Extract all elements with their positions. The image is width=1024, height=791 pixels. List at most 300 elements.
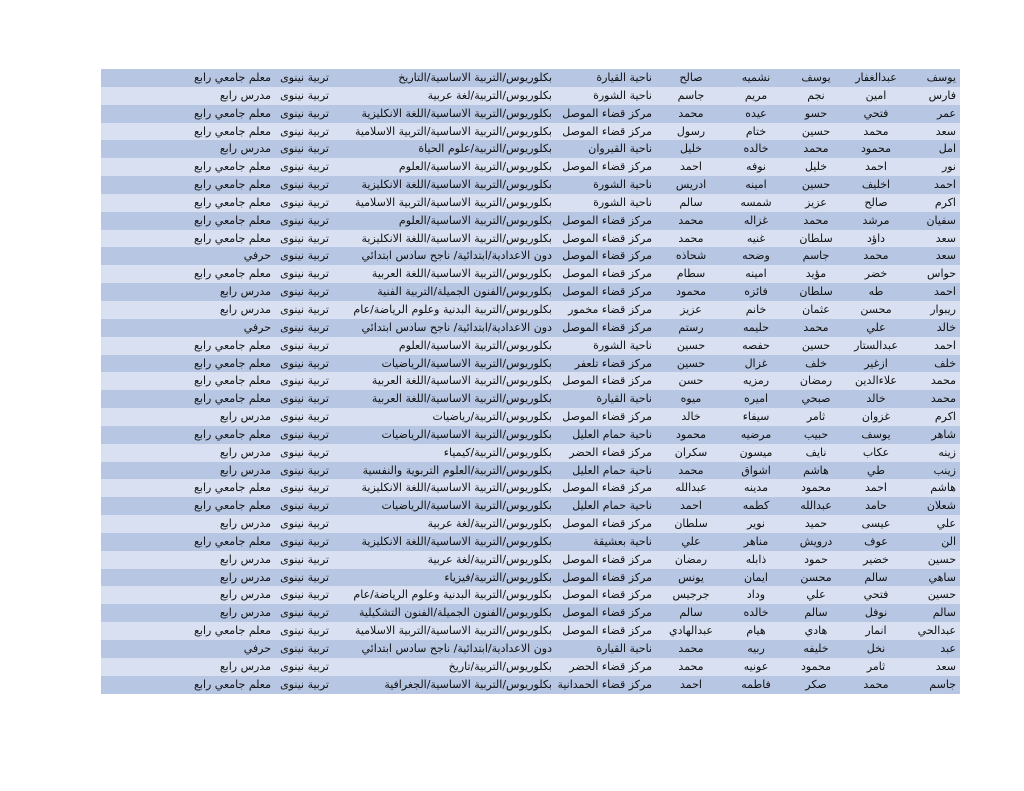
table-row bbox=[101, 337, 960, 355]
directorate-cell: تربية نينوى bbox=[280, 624, 329, 638]
qualification-cell: بكلوريوس/التربية الاساسية/اللغة الانكليزية bbox=[361, 481, 552, 495]
first-name-cell: ساهي bbox=[928, 570, 956, 584]
father-name-cell: نوفل bbox=[864, 606, 888, 620]
first-name-cell: شعلان bbox=[926, 499, 956, 513]
grandfather-name-cell: حسين bbox=[801, 124, 831, 138]
mother-name-cell: ذابله bbox=[745, 552, 767, 566]
job-title-cell: مدرس رابع bbox=[219, 606, 271, 620]
mother-name-cell: هيام bbox=[746, 624, 766, 638]
mother-name-cell: عيده bbox=[745, 106, 767, 120]
father-name-cell: امين bbox=[865, 88, 887, 102]
location-cell: مركز قضاء الموصل bbox=[562, 231, 652, 245]
job-title-cell: معلم جامعي رابع bbox=[194, 392, 271, 406]
grandfather-name-cell: صبحي bbox=[801, 392, 831, 406]
mother-father-name-cell: محمد bbox=[678, 463, 704, 477]
table-row bbox=[101, 69, 960, 87]
father-name-cell: صالح bbox=[864, 195, 888, 209]
mother-father-name-cell: سالم bbox=[679, 195, 703, 209]
location-cell: ناحية الشورة bbox=[593, 178, 652, 192]
job-title-cell: معلم جامعي رابع bbox=[194, 481, 271, 495]
father-name-cell: خضر bbox=[864, 267, 888, 281]
father-name-cell: محمود bbox=[861, 142, 891, 156]
location-cell: مركز قضاء الموصل bbox=[562, 517, 652, 531]
job-title-cell: معلم جامعي رابع bbox=[194, 71, 271, 84]
location-cell: مركز قضاء الموصل bbox=[562, 320, 652, 334]
qualification-cell: بكلوريوس/التربية/فيزياء bbox=[444, 570, 552, 584]
job-title-cell: معلم جامعي رابع bbox=[194, 213, 271, 227]
qualification-cell: بكلوريوس/التربية/كيمياء bbox=[443, 445, 552, 459]
mother-name-cell: ربيه bbox=[747, 642, 765, 655]
table-row bbox=[101, 123, 960, 141]
table-row bbox=[101, 640, 960, 658]
directorate-cell: تربية نينوى bbox=[280, 302, 329, 316]
job-title-cell: مدرس رابع bbox=[219, 517, 271, 531]
mother-father-name-cell: سالم bbox=[679, 606, 703, 620]
grandfather-name-cell: حسين bbox=[801, 178, 831, 192]
father-name-cell: فتحي bbox=[863, 106, 889, 120]
grandfather-name-cell: هادي bbox=[804, 624, 828, 638]
location-cell: مركز قضاء الموصل bbox=[562, 552, 652, 566]
qualification-cell: بكلوريوس/التربية البدنية وعلوم الرياضة/عام bbox=[353, 302, 552, 316]
directorate-cell: تربية نينوى bbox=[280, 178, 329, 192]
location-cell: ناحية القيارة bbox=[596, 392, 652, 406]
father-name-cell: محمد bbox=[863, 249, 889, 263]
job-title-cell: مدرس رابع bbox=[219, 410, 271, 424]
job-title-cell: مدرس رابع bbox=[219, 659, 271, 673]
location-cell: ناحية القيارة bbox=[596, 642, 652, 655]
qualification-cell: بكلوريوس/التربية الاساسية/اللغة العربية bbox=[371, 267, 552, 281]
table-row bbox=[101, 676, 960, 694]
grandfather-name-cell: حمود bbox=[804, 552, 828, 566]
first-name-cell: حسين bbox=[927, 588, 956, 602]
table-row bbox=[101, 479, 960, 497]
job-title-cell: مدرس رابع bbox=[219, 302, 271, 316]
first-name-cell: سفيان bbox=[926, 213, 956, 227]
location-cell: مركز قضاء مخمور bbox=[568, 302, 652, 316]
table-row bbox=[101, 533, 960, 551]
mother-father-name-cell: حسين bbox=[676, 338, 706, 352]
father-name-cell: عبدالغفار bbox=[855, 71, 897, 84]
grandfather-name-cell: نجم bbox=[807, 88, 825, 102]
mother-name-cell: وضحه bbox=[742, 249, 770, 263]
mother-name-cell: سيفاء bbox=[742, 410, 770, 424]
mother-name-cell: امينه bbox=[745, 178, 767, 192]
qualification-cell: بكلوريوس/التربية الاساسية/الجغرافية bbox=[384, 677, 552, 691]
mother-father-name-cell: ادريس bbox=[675, 178, 707, 192]
directorate-cell: تربية نينوى bbox=[280, 249, 329, 263]
mother-name-cell: مدينه bbox=[744, 481, 768, 495]
table-row bbox=[101, 283, 960, 301]
first-name-cell: الن bbox=[941, 534, 956, 548]
location-cell: مركز قضاء الموصل bbox=[562, 606, 652, 620]
directorate-cell: تربية نينوى bbox=[280, 552, 329, 566]
father-name-cell: انمار bbox=[865, 624, 887, 638]
grandfather-name-cell: محمود bbox=[801, 659, 831, 673]
table-row bbox=[101, 515, 960, 533]
first-name-cell: اكرم bbox=[934, 410, 956, 424]
directorate-cell: تربية نينوى bbox=[280, 659, 329, 673]
location-cell: مركز قضاء الموصل bbox=[562, 374, 652, 388]
mother-father-name-cell: سطام bbox=[676, 267, 706, 281]
father-name-cell: عكاب bbox=[862, 445, 890, 459]
mother-name-cell: اميره bbox=[743, 392, 769, 406]
table-row bbox=[101, 176, 960, 194]
location-cell: مركز قضاء تلعفر bbox=[574, 356, 652, 370]
mother-father-name-cell: صالح bbox=[679, 71, 703, 84]
father-name-cell: ازغير bbox=[864, 356, 888, 370]
directorate-cell: تربية نينوى bbox=[280, 142, 329, 156]
table-row bbox=[101, 158, 960, 176]
directorate-cell: تربية نينوى bbox=[280, 106, 329, 120]
table-row bbox=[101, 355, 960, 373]
location-cell: مركز قضاء الموصل bbox=[562, 481, 652, 495]
qualification-cell: بكلوريوس/التربية الاساسية/التربية الاسلامية bbox=[354, 624, 552, 638]
first-name-cell: زينه bbox=[938, 445, 956, 459]
job-title-cell: معلم جامعي رابع bbox=[194, 106, 271, 120]
first-name-cell: احمد bbox=[934, 338, 956, 352]
qualification-cell: بكلوريوس/التربية البدنية وعلوم الرياضة/عام bbox=[353, 588, 552, 602]
directorate-cell: تربية نينوى bbox=[280, 71, 329, 84]
location-cell: مركز قضاء الحمدانية bbox=[557, 677, 652, 691]
mother-father-name-cell: رمضان bbox=[674, 552, 708, 566]
table-row bbox=[101, 390, 960, 408]
qualification-cell: بكلوريوس/الفنون الجميلة/الفنون التشكيلية bbox=[359, 606, 552, 620]
grandfather-name-cell: خليل bbox=[804, 160, 828, 174]
first-name-cell: فارس bbox=[928, 88, 956, 102]
directorate-cell: تربية نينوى bbox=[280, 427, 329, 441]
first-name-cell: محمد bbox=[930, 374, 956, 388]
grandfather-name-cell: محمد bbox=[803, 213, 829, 227]
father-name-cell: اخليف bbox=[861, 178, 891, 192]
first-name-cell: يوسف bbox=[926, 71, 956, 84]
directorate-cell: تربية نينوى bbox=[280, 267, 329, 281]
first-name-cell: عمر bbox=[937, 106, 956, 120]
mother-name-cell: نوفه bbox=[746, 160, 766, 174]
grandfather-name-cell: خليفه bbox=[803, 642, 829, 655]
directorate-cell: تربية نينوى bbox=[280, 356, 329, 370]
first-name-cell: زينب bbox=[933, 463, 956, 477]
qualification-cell: بكلوريوس/التربية/لغة عربية bbox=[427, 552, 552, 566]
first-name-cell: حواس bbox=[927, 267, 956, 281]
mother-name-cell: غزال bbox=[744, 356, 768, 370]
job-title-cell: معلم جامعي رابع bbox=[194, 267, 271, 281]
grandfather-name-cell: عزيز bbox=[805, 195, 827, 209]
first-name-cell: اكرم bbox=[934, 195, 956, 209]
father-name-cell: فتحي bbox=[863, 588, 889, 602]
mother-name-cell: كطمه bbox=[742, 499, 770, 513]
grandfather-name-cell: مؤيد bbox=[805, 267, 827, 281]
mother-father-name-cell: خليل bbox=[679, 142, 703, 156]
grandfather-name-cell: عبدالله bbox=[800, 499, 832, 513]
mother-name-cell: فائزه bbox=[744, 285, 768, 299]
mother-name-cell: رمزيه bbox=[742, 374, 770, 388]
mother-name-cell: ميسون bbox=[739, 445, 773, 459]
mother-father-name-cell: عزيز bbox=[680, 302, 702, 316]
grandfather-name-cell: سلطان bbox=[799, 231, 833, 245]
grandfather-name-cell: حسين bbox=[801, 338, 831, 352]
mother-name-cell: نوير bbox=[747, 517, 765, 531]
mother-father-name-cell: رسول bbox=[676, 124, 706, 138]
mother-father-name-cell: يونس bbox=[678, 570, 704, 584]
qualification-cell: بكلوريوس/التربية الاساسية/العلوم bbox=[398, 338, 552, 352]
grandfather-name-cell: يوسف bbox=[801, 71, 831, 84]
directorate-cell: تربية نينوى bbox=[280, 160, 329, 174]
first-name-cell: جاسم bbox=[929, 677, 956, 691]
records-table bbox=[101, 69, 960, 694]
location-cell: ناحية القيروان bbox=[588, 142, 652, 156]
qualification-cell: بكلوريوس/التربية/رياضيات bbox=[432, 410, 552, 424]
grandfather-name-cell: سالم bbox=[804, 606, 828, 620]
first-name-cell: عبد bbox=[940, 642, 956, 655]
location-cell: ناحية حمام العليل bbox=[572, 427, 652, 441]
qualification-cell: دون الاعدادية/ابتدائية/ ناجح سادس ابتدائي bbox=[361, 642, 552, 655]
mother-father-name-cell: خالد bbox=[681, 410, 701, 424]
directorate-cell: تربية نينوى bbox=[280, 195, 329, 209]
first-name-cell: سعد bbox=[935, 231, 956, 245]
first-name-cell: محمد bbox=[930, 392, 956, 406]
location-cell: مركز قضاء الموصل bbox=[562, 124, 652, 138]
qualification-cell: بكلوريوس/التربية الاساسية/الرياضيات bbox=[381, 499, 552, 513]
job-title-cell: مدرس رابع bbox=[219, 552, 271, 566]
table-row bbox=[101, 569, 960, 587]
table-row bbox=[101, 265, 960, 283]
mother-name-cell: حليمه bbox=[742, 320, 770, 334]
table-row bbox=[101, 247, 960, 265]
directorate-cell: تربية نينوى bbox=[280, 213, 329, 227]
first-name-cell: ريبوار bbox=[930, 302, 956, 316]
location-cell: مركز قضاء الموصل bbox=[562, 410, 652, 424]
directorate-cell: تربية نينوى bbox=[280, 606, 329, 620]
table-row bbox=[101, 497, 960, 515]
mother-father-name-cell: سلطان bbox=[674, 517, 708, 531]
mother-father-name-cell: محمد bbox=[678, 659, 704, 673]
father-name-cell: محسن bbox=[860, 302, 892, 316]
first-name-cell: علي bbox=[936, 517, 956, 531]
mother-name-cell: مريم bbox=[744, 88, 768, 102]
mother-father-name-cell: احمد bbox=[680, 160, 702, 174]
mother-father-name-cell: محمود bbox=[676, 285, 706, 299]
mother-name-cell: وداد bbox=[746, 588, 766, 602]
father-name-cell: طي bbox=[867, 463, 885, 477]
mother-father-name-cell: حسن bbox=[678, 374, 704, 388]
first-name-cell: احمد bbox=[934, 285, 956, 299]
qualification-cell: بكلوريوس/التربية الاساسية/اللغة الانكليزية bbox=[361, 106, 552, 120]
first-name-cell: حسين bbox=[927, 552, 956, 566]
job-title-cell: معلم جامعي رابع bbox=[194, 356, 271, 370]
grandfather-name-cell: خلف bbox=[805, 356, 827, 370]
mother-father-name-cell: شحاذه bbox=[675, 249, 707, 263]
location-cell: ناحية حمام العليل bbox=[572, 499, 652, 513]
qualification-cell: بكلوريوس/التربية الاساسية/التربية الاسلامية bbox=[354, 195, 552, 209]
father-name-cell: عوف bbox=[864, 534, 888, 548]
table-row bbox=[101, 194, 960, 212]
directorate-cell: تربية نينوى bbox=[280, 231, 329, 245]
mother-father-name-cell: احمد bbox=[680, 499, 702, 513]
directorate-cell: تربية نينوى bbox=[280, 338, 329, 352]
mother-name-cell: ختام bbox=[745, 124, 767, 138]
mother-name-cell: عونيه bbox=[743, 659, 769, 673]
location-cell: مركز قضاء الموصل bbox=[562, 285, 652, 299]
location-cell: مركز قضاء الحضر bbox=[569, 659, 652, 673]
grandfather-name-cell: محمد bbox=[803, 320, 829, 334]
mother-father-name-cell: احمد bbox=[680, 677, 702, 691]
father-name-cell: نخل bbox=[866, 642, 886, 655]
directorate-cell: تربية نينوى bbox=[280, 517, 329, 531]
father-name-cell: ثامر bbox=[866, 659, 886, 673]
grandfather-name-cell: ثامر bbox=[806, 410, 826, 424]
qualification-cell: بكلوريوس/التربية الاساسية/العلوم bbox=[398, 213, 552, 227]
mother-father-name-cell: جرجيس bbox=[672, 588, 710, 602]
table-row bbox=[101, 658, 960, 676]
qualification-cell: بكلوريوس/التربية/علوم الحياة bbox=[418, 142, 552, 156]
location-cell: ناحية القيارة bbox=[596, 71, 652, 84]
job-title-cell: مدرس رابع bbox=[219, 588, 271, 602]
location-cell: مركز قضاء الموصل bbox=[562, 213, 652, 227]
job-title-cell: حرفي bbox=[243, 249, 271, 263]
qualification-cell: بكلوريوس/التربية/العلوم التربوية والنفسية bbox=[362, 463, 552, 477]
location-cell: مركز قضاء الموصل bbox=[562, 267, 652, 281]
mother-name-cell: شمسه bbox=[740, 195, 772, 209]
grandfather-name-cell: نايف bbox=[805, 445, 827, 459]
table-row bbox=[101, 586, 960, 604]
directorate-cell: تربية نينوى bbox=[280, 124, 329, 138]
first-name-cell: سالم bbox=[932, 606, 956, 620]
mother-father-name-cell: ميوه bbox=[680, 392, 702, 406]
table-row bbox=[101, 87, 960, 105]
qualification-cell: بكلوريوس/التربية الاساسية/الرياضيات bbox=[381, 356, 552, 370]
job-title-cell: مدرس رابع bbox=[219, 142, 271, 156]
location-cell: مركز قضاء الموصل bbox=[562, 106, 652, 120]
father-name-cell: خالد bbox=[866, 392, 886, 406]
first-name-cell: احمد bbox=[934, 178, 956, 192]
first-name-cell: خالد bbox=[936, 320, 956, 334]
directorate-cell: تربية نينوى bbox=[280, 570, 329, 584]
mother-name-cell: اشواق bbox=[741, 463, 771, 477]
directorate-cell: تربية نينوى bbox=[280, 534, 329, 548]
job-title-cell: مدرس رابع bbox=[219, 463, 271, 477]
directorate-cell: تربية نينوى bbox=[280, 481, 329, 495]
qualification-cell: بكلوريوس/التربية الاساسية/التربية الاسلامية bbox=[354, 124, 552, 138]
table-row bbox=[101, 462, 960, 480]
mother-father-name-cell: محمد bbox=[678, 213, 704, 227]
first-name-cell: نور bbox=[941, 160, 956, 174]
job-title-cell: حرفي bbox=[243, 320, 271, 334]
grandfather-name-cell: جاسم bbox=[802, 249, 830, 263]
grandfather-name-cell: محمود bbox=[801, 481, 831, 495]
location-cell: مركز قضاء الموصل bbox=[562, 249, 652, 263]
directorate-cell: تربية نينوى bbox=[280, 445, 329, 459]
location-cell: ناحية الشورة bbox=[593, 195, 652, 209]
job-title-cell: معلم جامعي رابع bbox=[194, 338, 271, 352]
qualification-cell: دون الاعدادية/ابتدائية/ ناجح سادس ابتدائي bbox=[361, 320, 552, 334]
directorate-cell: تربية نينوى bbox=[280, 499, 329, 513]
grandfather-name-cell: عثمان bbox=[802, 302, 830, 316]
directorate-cell: تربية نينوى bbox=[280, 285, 329, 299]
father-name-cell: محمد bbox=[863, 677, 889, 691]
grandfather-name-cell: درويش bbox=[799, 534, 833, 548]
job-title-cell: معلم جامعي رابع bbox=[194, 534, 271, 548]
location-cell: مركز قضاء الموصل bbox=[562, 570, 652, 584]
first-name-cell: خلف bbox=[934, 356, 956, 370]
qualification-cell: بكلوريوس/الفنون الجميلة/التربية الفنية bbox=[377, 285, 552, 299]
first-name-cell: امل bbox=[938, 142, 956, 156]
grandfather-name-cell: علي bbox=[806, 588, 826, 602]
grandfather-name-cell: سلطان bbox=[799, 285, 833, 299]
first-name-cell: سعد bbox=[935, 124, 956, 138]
qualification-cell: بكلوريوس/التربية الاساسية/الرياضيات bbox=[381, 427, 552, 441]
location-cell: مركز قضاء الموصل bbox=[562, 624, 652, 638]
table-row bbox=[101, 604, 960, 622]
table-row bbox=[101, 444, 960, 462]
table-row bbox=[101, 212, 960, 230]
mother-father-name-cell: عبدالهادي bbox=[669, 624, 713, 638]
father-name-cell: علي bbox=[866, 320, 886, 334]
first-name-cell: سعد bbox=[935, 659, 956, 673]
mother-father-name-cell: محمد bbox=[678, 642, 704, 655]
first-name-cell: عبدالحي bbox=[917, 624, 956, 638]
father-name-cell: احمد bbox=[865, 160, 887, 174]
qualification-cell: بكلوريوس/التربية الاساسية/اللغة الانكليزية bbox=[361, 534, 552, 548]
qualification-cell: بكلوريوس/التربية الاساسية/اللغة الانكليزية bbox=[361, 178, 552, 192]
mother-name-cell: مرضيه bbox=[740, 427, 772, 441]
job-title-cell: مدرس رابع bbox=[219, 285, 271, 299]
location-cell: ناحية بعشيقة bbox=[593, 534, 652, 548]
table-row bbox=[101, 372, 960, 390]
mother-name-cell: ايمان bbox=[744, 570, 768, 584]
father-name-cell: علاءالدين bbox=[855, 374, 897, 388]
grandfather-name-cell: رمضان bbox=[799, 374, 833, 388]
table-row bbox=[101, 230, 960, 248]
table-row bbox=[101, 105, 960, 123]
grandfather-name-cell: محمد bbox=[803, 142, 829, 156]
location-cell: ناحية الشورة bbox=[593, 88, 652, 102]
directorate-cell: تربية نينوى bbox=[280, 410, 329, 424]
grandfather-name-cell: حبيب bbox=[803, 427, 829, 441]
directorate-cell: تربية نينوى bbox=[280, 374, 329, 388]
mother-name-cell: امينه bbox=[745, 267, 767, 281]
mother-name-cell: خالده bbox=[743, 142, 769, 156]
directorate-cell: تربية نينوى bbox=[280, 642, 329, 655]
mother-father-name-cell: محمد bbox=[678, 106, 704, 120]
mother-father-name-cell: حسين bbox=[676, 356, 706, 370]
qualification-cell: بكلوريوس/التربية الاساسية/اللغة العربية bbox=[371, 392, 552, 406]
qualification-cell: بكلوريوس/التربية/لغة عربية bbox=[427, 88, 552, 102]
father-name-cell: مرشد bbox=[862, 213, 890, 227]
job-title-cell: معلم جامعي رابع bbox=[194, 231, 271, 245]
mother-father-name-cell: رستم bbox=[678, 320, 704, 334]
qualification-cell: بكلوريوس/التربية/لغة عربية bbox=[427, 517, 552, 531]
job-title-cell: معلم جامعي رابع bbox=[194, 427, 271, 441]
grandfather-name-cell: حميد bbox=[804, 517, 828, 531]
job-title-cell: معلم جامعي رابع bbox=[194, 160, 271, 174]
job-title-cell: معلم جامعي رابع bbox=[194, 374, 271, 388]
grandfather-name-cell: حسو bbox=[804, 106, 828, 120]
location-cell: ناحية الشورة bbox=[593, 338, 652, 352]
father-name-cell: احمد bbox=[865, 481, 887, 495]
table-row bbox=[101, 426, 960, 444]
job-title-cell: مدرس رابع bbox=[219, 88, 271, 102]
qualification-cell: بكلوريوس/التربية الاساسية/اللغة العربية bbox=[371, 374, 552, 388]
mother-name-cell: فاطمه bbox=[741, 677, 771, 691]
directorate-cell: تربية نينوى bbox=[280, 677, 329, 691]
qualification-cell: دون الاعدادية/ابتدائية/ ناجح سادس ابتدائي bbox=[361, 249, 552, 263]
table-row bbox=[101, 551, 960, 569]
directorate-cell: تربية نينوى bbox=[280, 588, 329, 602]
father-name-cell: خضير bbox=[863, 552, 889, 566]
grandfather-name-cell: هاشم bbox=[803, 463, 829, 477]
grandfather-name-cell: صكر bbox=[805, 677, 827, 691]
qualification-cell: بكلوريوس/التربية الاساسية/اللغة الانكليزية bbox=[361, 231, 552, 245]
